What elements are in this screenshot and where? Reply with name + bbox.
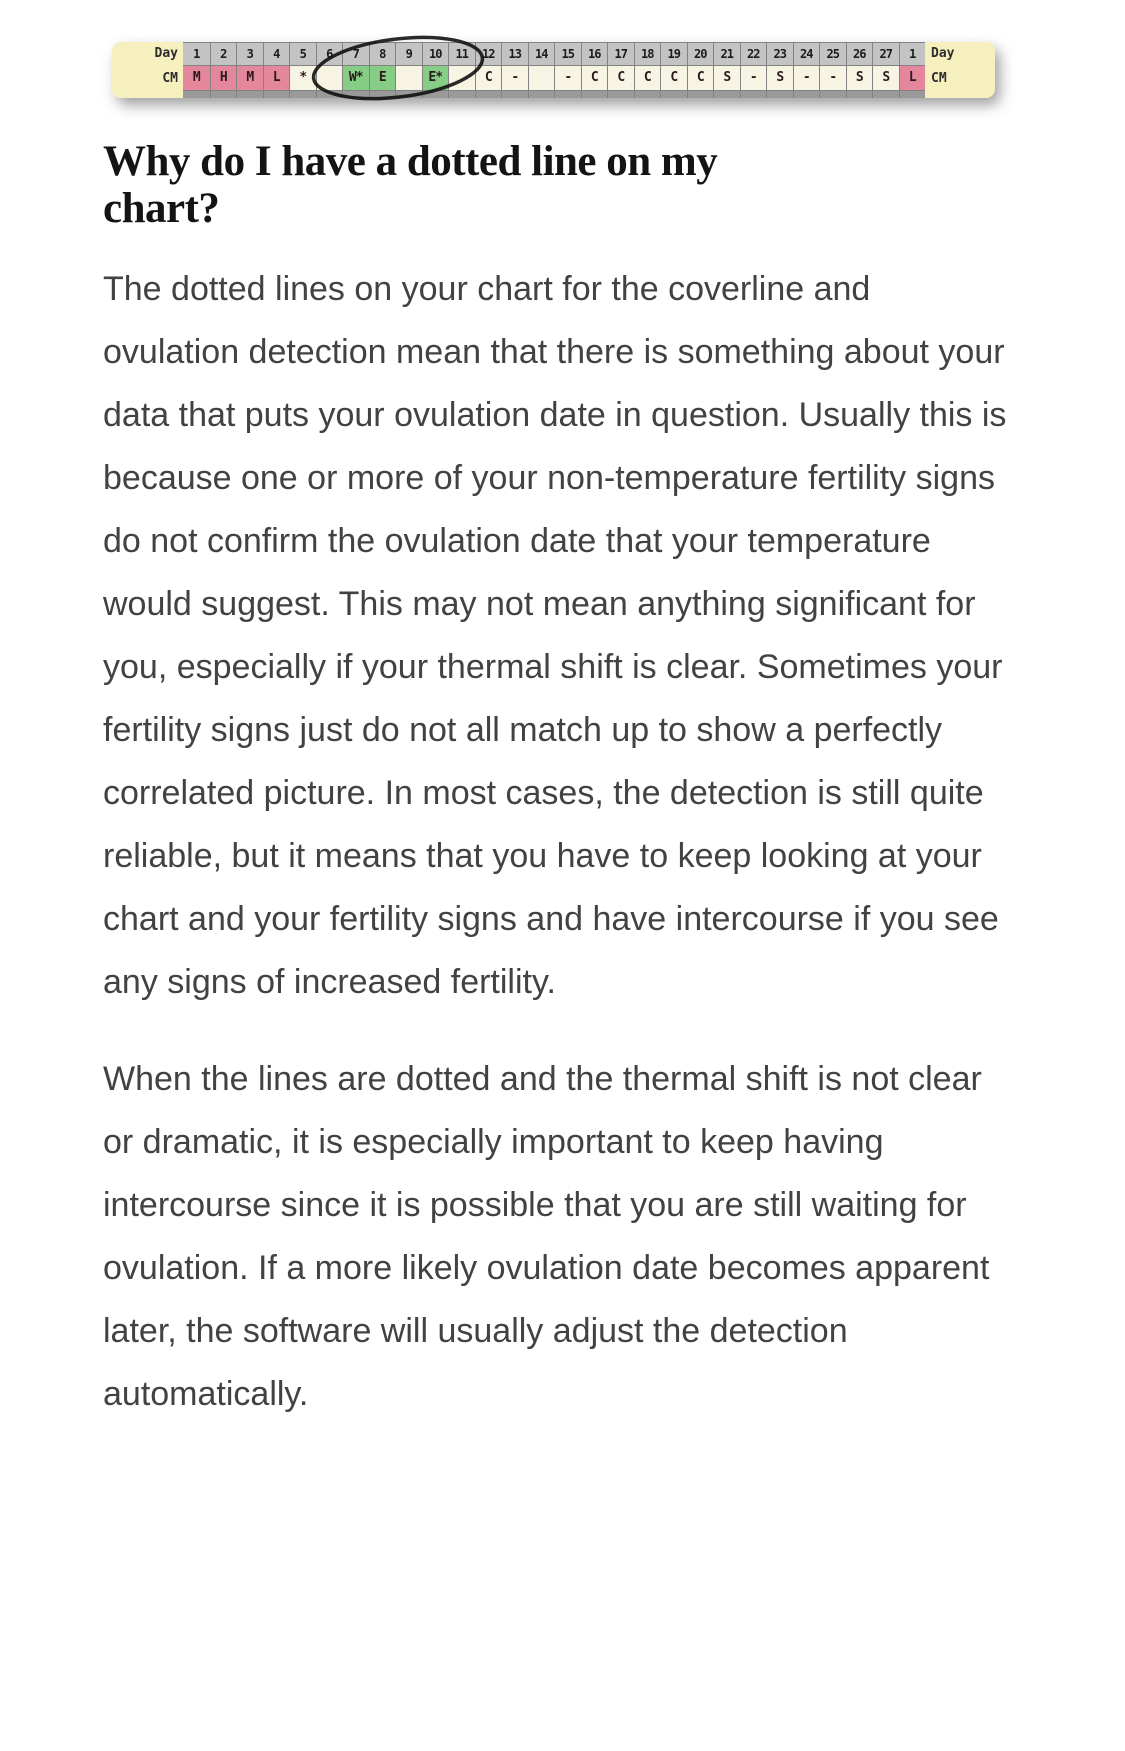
partial-next-row-cell bbox=[607, 91, 634, 98]
day-cell: 6 bbox=[316, 42, 343, 66]
chart-column bbox=[660, 42, 687, 98]
cm-cell: M bbox=[236, 66, 263, 91]
partial-next-row-cell bbox=[501, 91, 528, 98]
chart-column bbox=[316, 42, 343, 98]
day-cell: 14 bbox=[528, 42, 555, 66]
chart-column bbox=[687, 42, 714, 98]
cm-cell: C bbox=[634, 66, 661, 91]
chart-column bbox=[528, 42, 555, 98]
day-cell: 27 bbox=[872, 42, 899, 66]
cm-cell bbox=[395, 66, 422, 91]
partial-next-row-cell bbox=[634, 91, 661, 98]
day-cell: 9 bbox=[395, 42, 422, 66]
day-cell: 1 bbox=[183, 42, 210, 66]
partial-next-row-cell bbox=[581, 91, 608, 98]
chart-column bbox=[236, 42, 263, 98]
chart-column bbox=[210, 42, 237, 98]
day-cell: 16 bbox=[581, 42, 608, 66]
paragraph-2: When the lines are dotted and the thermal shift is not clear or dramatic, it is especially important to keep having intercourse since it is possible that you are still waiting for ovulation. If a more likely ovulation date becomes apparent later, the software will usually adjust the detection automatically. bbox=[103, 1060, 990, 1413]
partial-next-row-cell bbox=[740, 91, 767, 98]
cm-cell: E* bbox=[422, 66, 449, 91]
cm-cell: S bbox=[713, 66, 740, 91]
partial-next-row-cell bbox=[183, 91, 210, 98]
day-cell: 25 bbox=[819, 42, 846, 66]
page-title: Why do I have a dotted line on my chart? bbox=[103, 138, 718, 232]
partial-next-row-cell bbox=[422, 91, 449, 98]
day-cell: 7 bbox=[342, 42, 369, 66]
cm-cell: S bbox=[872, 66, 899, 91]
day-cell: 11 bbox=[448, 42, 475, 66]
day-cell: 15 bbox=[554, 42, 581, 66]
strip-columns bbox=[183, 42, 925, 98]
chart-column bbox=[740, 42, 767, 98]
partial-next-row-cell bbox=[846, 91, 873, 98]
day-cell: 12 bbox=[475, 42, 502, 66]
day-cell: 20 bbox=[687, 42, 714, 66]
chart-column bbox=[607, 42, 634, 98]
chart-column bbox=[554, 42, 581, 98]
partial-next-row-cell bbox=[687, 91, 714, 98]
cm-cell: C bbox=[687, 66, 714, 91]
chart-column bbox=[395, 42, 422, 98]
chart-column bbox=[422, 42, 449, 98]
cm-row-label-right: CM bbox=[931, 71, 947, 86]
chart-column bbox=[263, 42, 290, 98]
day-cell: 26 bbox=[846, 42, 873, 66]
chart-column bbox=[634, 42, 661, 98]
partial-next-row-cell bbox=[236, 91, 263, 98]
partial-next-row-cell bbox=[289, 91, 316, 98]
chart-column bbox=[713, 42, 740, 98]
cm-cell bbox=[528, 66, 555, 91]
partial-next-row-cell bbox=[475, 91, 502, 98]
day-cell: 3 bbox=[236, 42, 263, 66]
chart-column bbox=[766, 42, 793, 98]
chart-column bbox=[183, 42, 210, 98]
partial-next-row-cell bbox=[766, 91, 793, 98]
cm-cell: - bbox=[554, 66, 581, 91]
cm-cell: - bbox=[819, 66, 846, 91]
cm-cell: C bbox=[581, 66, 608, 91]
day-cell: 1 bbox=[899, 42, 926, 66]
partial-next-row-cell bbox=[713, 91, 740, 98]
day-cell: 5 bbox=[289, 42, 316, 66]
chart-column bbox=[846, 42, 873, 98]
cm-cell: - bbox=[793, 66, 820, 91]
day-row-label-left: Day bbox=[154, 46, 178, 61]
partial-next-row-cell bbox=[819, 91, 846, 98]
article-body bbox=[0, 138, 1125, 1426]
cm-cell bbox=[448, 66, 475, 91]
strip-left-cap bbox=[112, 42, 183, 98]
partial-next-row-cell bbox=[210, 91, 237, 98]
chart-column bbox=[793, 42, 820, 98]
day-cell: 22 bbox=[740, 42, 767, 66]
cm-row-label-left: CM bbox=[162, 71, 178, 86]
chart-column bbox=[448, 42, 475, 98]
chart-column bbox=[475, 42, 502, 98]
day-row-label-right: Day bbox=[931, 46, 955, 61]
fertility-chart-strip bbox=[112, 42, 995, 98]
cm-cell: * bbox=[289, 66, 316, 91]
partial-next-row-cell bbox=[369, 91, 396, 98]
strip-right-cap bbox=[925, 42, 995, 98]
chart-column bbox=[872, 42, 899, 98]
day-cell: 17 bbox=[607, 42, 634, 66]
day-cell: 23 bbox=[766, 42, 793, 66]
partial-next-row-cell bbox=[316, 91, 343, 98]
day-cell: 21 bbox=[713, 42, 740, 66]
cm-cell: - bbox=[740, 66, 767, 91]
day-cell: 24 bbox=[793, 42, 820, 66]
day-cell: 8 bbox=[369, 42, 396, 66]
cm-cell bbox=[316, 66, 343, 91]
partial-next-row-cell bbox=[554, 91, 581, 98]
cm-cell: C bbox=[660, 66, 687, 91]
cm-cell: - bbox=[501, 66, 528, 91]
day-cell: 10 bbox=[422, 42, 449, 66]
chart-column bbox=[369, 42, 396, 98]
cm-cell: S bbox=[766, 66, 793, 91]
partial-next-row-cell bbox=[793, 91, 820, 98]
chart-column bbox=[899, 42, 926, 98]
partial-next-row-cell bbox=[872, 91, 899, 98]
cm-cell: E bbox=[369, 66, 396, 91]
chart-column bbox=[581, 42, 608, 98]
cm-cell: C bbox=[607, 66, 634, 91]
cm-cell: C bbox=[475, 66, 502, 91]
partial-next-row-cell bbox=[263, 91, 290, 98]
partial-next-row-cell bbox=[448, 91, 475, 98]
partial-next-row-cell bbox=[660, 91, 687, 98]
chart-column bbox=[289, 42, 316, 98]
partial-next-row-cell bbox=[899, 91, 926, 98]
partial-next-row-cell bbox=[528, 91, 555, 98]
partial-next-row-cell bbox=[395, 91, 422, 98]
chart-column bbox=[819, 42, 846, 98]
day-cell: 4 bbox=[263, 42, 290, 66]
cm-cell: L bbox=[899, 66, 926, 91]
cm-cell: S bbox=[846, 66, 873, 91]
partial-next-row-cell bbox=[342, 91, 369, 98]
chart-column bbox=[342, 42, 369, 98]
day-cell: 18 bbox=[634, 42, 661, 66]
day-cell: 19 bbox=[660, 42, 687, 66]
chart-column bbox=[501, 42, 528, 98]
day-cell: 13 bbox=[501, 42, 528, 66]
cm-cell: L bbox=[263, 66, 290, 91]
day-cell: 2 bbox=[210, 42, 237, 66]
cm-cell: H bbox=[210, 66, 237, 91]
cm-cell: M bbox=[183, 66, 210, 91]
paragraph-1: The dotted lines on your chart for the coverline and ovulation detection mean that there is something about your data that puts your ovulation date in question. Usually this is because one or more of your non-temperature fertility signs do not confirm the ovulation date that your temperature would suggest. This may not mean anything significant for you, especially if your thermal shift is clear. Sometimes your fertility signs just do not all match up to show a perfectly correlated picture. In most cases, the detection is still quite reliable, but it means that you have to keep looking at your chart and your fertility signs and have intercourse if you see any signs of increased fertility. bbox=[103, 270, 1007, 1001]
cm-cell: W* bbox=[342, 66, 369, 91]
